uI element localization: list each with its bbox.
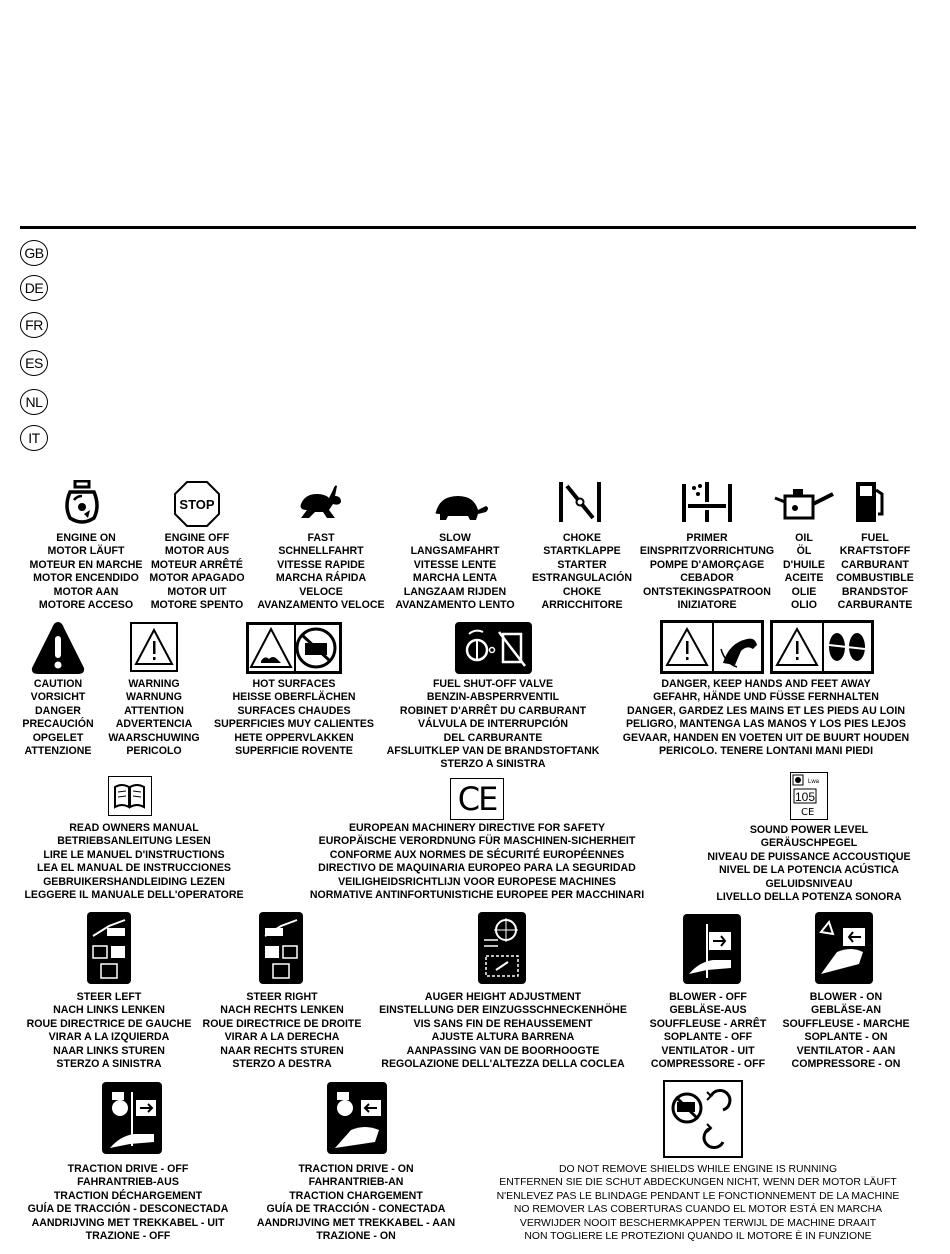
caption-line: OLIE bbox=[791, 585, 817, 598]
caption-line: WARNING bbox=[128, 678, 180, 690]
caption-line: CEBADOR bbox=[680, 572, 734, 585]
caption-line: STARTKLAPPE bbox=[543, 545, 621, 558]
fuel-pump-icon bbox=[852, 480, 888, 524]
caption-line: SOUFFLEUSE - MARCHE bbox=[782, 1017, 910, 1030]
caption-line: D'HUILE bbox=[783, 558, 825, 571]
caption-line: PELIGRO, MANTENGA LAS MANOS Y LOS PIES LEJOS bbox=[625, 718, 906, 731]
caption-line: STEER RIGHT bbox=[246, 991, 318, 1003]
primer-icon bbox=[680, 480, 734, 524]
caption-line: VIS SANS FIN DE REHAUSSEMENT bbox=[413, 1017, 593, 1030]
caption-line: NIVEL DE LA POTENCIA ACÚSTICA bbox=[719, 864, 899, 877]
caption-line: SUPERFICIE ROVENTE bbox=[235, 745, 353, 758]
caption-line: HOT SURFACES bbox=[252, 678, 336, 690]
caption-line: HEISSE OBERFLÄCHEN bbox=[232, 691, 356, 704]
caption-line: AANDRIJVING MET TREKKABEL - UIT bbox=[31, 1216, 225, 1229]
blower-on-caption bbox=[782, 991, 909, 1071]
caption-line: LANGSAMFAHRT bbox=[410, 545, 500, 558]
open-book-icon bbox=[109, 777, 150, 814]
caption-line: BLOWER - ON bbox=[809, 991, 883, 1003]
caption-line: CONFORME AUX NORMES DE SÉCURITÉ EUROPÉENNES bbox=[329, 848, 625, 861]
caption-line: VERWIJDER NOOIT BESCHERMKAPPEN TERWIJL DE MACHINE DRAAIT bbox=[519, 1217, 877, 1229]
caption-line: MOTORE ACCESO bbox=[38, 599, 134, 612]
steer-left-caption bbox=[27, 991, 192, 1071]
caption-line: LEGGERE IL MANUALE DELL'OPERATORE bbox=[24, 889, 244, 902]
caption-line: NON TOGLIERE LE PROTEZIONI QUANDO IL MOTORE È IN FUNZIONE bbox=[524, 1231, 872, 1243]
caption-line: TRACTION CHARGEMENT bbox=[289, 1189, 423, 1202]
fuel-valve-icon bbox=[455, 622, 532, 674]
caption-line: OPGELET bbox=[32, 731, 84, 744]
caption-line: DE bbox=[24, 280, 44, 296]
caption-line: SLOW bbox=[439, 532, 471, 544]
hand-danger-icon bbox=[663, 623, 761, 671]
caption-line: AANPASSING VAN DE BOORHOOGTE bbox=[406, 1044, 600, 1057]
caption-line: SOUFFLEUSE - ARRÊT bbox=[649, 1017, 767, 1030]
caption-line: NIVEAU DE PUISSANCE ACCOUSTIQUE bbox=[707, 850, 911, 863]
caption-line: ADVERTENCIA bbox=[115, 718, 193, 731]
caption-line: SOPLANTE - OFF bbox=[663, 1031, 753, 1044]
caption-line: VORSICHT bbox=[30, 691, 86, 704]
caption-line: ROUE DIRECTRICE DE DROITE bbox=[202, 1017, 362, 1030]
fast-caption bbox=[257, 532, 384, 612]
caption-line: N'ENLEVEZ PAS LE BLINDAGE PENDANT LE FONCTIONNEMENT DE LA MACHINE bbox=[496, 1190, 900, 1202]
caption-line: ENGINE OFF bbox=[164, 532, 230, 544]
caption-line: DANGER bbox=[35, 704, 81, 717]
caption-line: VELOCE bbox=[299, 585, 343, 598]
choke-icon bbox=[555, 480, 605, 524]
caption-line: GEBRUIKERSHANDLEIDING LEZEN bbox=[43, 875, 225, 888]
caption-line: VIRAR A LA IZQUIERDA bbox=[48, 1031, 170, 1044]
caption-line: GERÄUSCHPEGEL bbox=[760, 837, 858, 850]
caption-line: PERICOLO bbox=[126, 745, 182, 758]
caption-line: FUEL SHUT-OFF VALVE bbox=[432, 678, 554, 690]
caption-line: ROBINET D'ARRÊT DU CARBURANT bbox=[399, 704, 587, 717]
oil-caption bbox=[783, 532, 825, 612]
caption-line: GUÍA DE TRACCIÓN - CONECTADA bbox=[266, 1203, 446, 1216]
caption-line: FAHRANTRIEB-AN bbox=[308, 1176, 404, 1189]
caption-line: STOP bbox=[179, 497, 215, 512]
caption-line: EINSPRITZVORRICHTUNG bbox=[639, 545, 775, 558]
hot-surfaces-caption bbox=[214, 678, 374, 758]
caption-line: CE bbox=[457, 780, 497, 818]
caption-line: COMBUSTIBLE bbox=[836, 572, 914, 585]
caption-line: DANGER, GARDEZ LES MAINS ET LES PIEDS AU LOIN bbox=[626, 704, 906, 717]
caption-line: AFSLUITKLEP VAN DE BRANDSTOFTANK bbox=[386, 745, 600, 758]
caption-line: Lwa bbox=[808, 779, 820, 785]
foot-danger-icon bbox=[773, 623, 871, 671]
caption-line: STEER LEFT bbox=[76, 991, 142, 1003]
caption-line: EUROPÄISCHE VERORDNUNG FÜR MASCHINEN-SICHERHEIT bbox=[318, 835, 636, 848]
caption-line: DIRECTIVO DE MAQUINARIA EUROPEO PARA LA SEGURIDAD bbox=[318, 862, 636, 875]
sound-level-icon bbox=[791, 773, 826, 818]
caption-line: LIRE LE MANUEL D'INSTRUCTIONS bbox=[43, 848, 225, 861]
blower-off-caption bbox=[650, 991, 767, 1071]
caption-line: SOPLANTE - ON bbox=[804, 1031, 888, 1044]
caption-line: MOTOR UIT bbox=[167, 585, 227, 598]
caution-icon bbox=[30, 620, 86, 676]
caption-line: NL bbox=[25, 394, 43, 410]
caption-line: GB bbox=[24, 245, 44, 261]
caption-line: NAAR LINKS STUREN bbox=[53, 1044, 165, 1057]
slow-caption bbox=[395, 532, 514, 612]
caption-line: GEBLÄSE-AUS bbox=[669, 1004, 747, 1017]
traction-on-sign bbox=[327, 1082, 387, 1154]
caption-line: GEFAHR, HÄNDE UND FÜSSE FERNHALTEN bbox=[653, 691, 879, 704]
sound-caption bbox=[707, 824, 910, 904]
caption-line: ÖL bbox=[796, 545, 812, 558]
caption-line: BRANDSTOF bbox=[841, 585, 909, 598]
caption-line: OLIO bbox=[791, 599, 817, 612]
caption-line: BLOWER - OFF bbox=[669, 991, 747, 1003]
caption-line: INIZIATORE bbox=[677, 599, 737, 612]
caption-line: AJUSTE ALTURA BARRENA bbox=[431, 1031, 575, 1044]
caption-line: TRAZIONE - OFF bbox=[85, 1230, 171, 1243]
oil-can-icon bbox=[773, 486, 835, 522]
caption-line: EINSTELLUNG DER EINZUGSSCHNECKENHÖHE bbox=[379, 1004, 627, 1017]
caption-line: CARBURANTE bbox=[837, 599, 913, 612]
traction-off-sign bbox=[102, 1082, 162, 1154]
lang-badge-es bbox=[20, 350, 48, 376]
caption-line: COMPRESSORE - ON bbox=[791, 1058, 901, 1071]
caption-line: MOTORE SPENTO bbox=[150, 599, 244, 612]
caption-line: ACEITE bbox=[784, 572, 824, 585]
caption-line: STERZO A DESTRA bbox=[232, 1058, 332, 1071]
caption-line: COMPRESSORE - OFF bbox=[650, 1058, 766, 1071]
caption-line: VENTILATOR - UIT bbox=[661, 1044, 755, 1057]
caption-line: MOTOR LÄUFT bbox=[47, 545, 125, 558]
caption-line: DO NOT REMOVE SHIELDS WHILE ENGINE IS RUNNING bbox=[558, 1164, 838, 1175]
caption-line: ATTENTION bbox=[124, 704, 184, 717]
caption-line: KRAFTSTOFF bbox=[839, 545, 911, 558]
caption-line: HETE OPPERVLAKKEN bbox=[234, 731, 354, 744]
caption-line: VÁLVULA DE INTERRUPCIÓN bbox=[417, 718, 569, 731]
lang-badge-gb bbox=[20, 240, 48, 266]
blower-on-sign bbox=[815, 912, 873, 984]
warning-triangle-icon bbox=[132, 624, 176, 670]
caption-line: PRIMER bbox=[686, 532, 728, 544]
caption-line: VEILIGHEIDSRICHTLIJN VOOR EUROPESE MACHINES bbox=[338, 875, 616, 888]
primer-caption bbox=[640, 532, 774, 612]
hot-surfaces-sign bbox=[246, 622, 342, 674]
caption-line: LANGZAAM RIJDEN bbox=[403, 585, 507, 598]
caption-line: AVANZAMENTO LENTO bbox=[395, 599, 515, 612]
caption-line: BETRIEBSANLEITUNG LESEN bbox=[57, 835, 211, 848]
caption-line: GEVAAR, HANDEN EN VOETEN UIT DE BUURT HOUDEN bbox=[622, 731, 910, 744]
fuel-valve-sign bbox=[455, 622, 532, 674]
caption-line: READ OWNERS MANUAL bbox=[69, 822, 199, 834]
danger-hands-sign bbox=[660, 620, 764, 674]
lang-badge-it bbox=[20, 425, 48, 451]
warning-sign-frame bbox=[130, 622, 178, 672]
caption-line: MARCHA RÁPIDA bbox=[275, 572, 367, 585]
header-rule bbox=[20, 226, 916, 229]
caption-line: DEL CARBURANTE bbox=[443, 731, 543, 744]
caption-line: MOTEUR EN MARCHE bbox=[29, 558, 143, 571]
caption-line: WAARSCHUWING bbox=[108, 731, 200, 744]
caption-line: EUROPEAN MACHINERY DIRECTIVE FOR SAFETY bbox=[348, 822, 606, 834]
engine-off-caption bbox=[149, 532, 244, 612]
caption-line: MOTOR APAGADO bbox=[149, 572, 245, 585]
caption-line: ES bbox=[25, 355, 43, 371]
caption-line: SCHNELLFAHRT bbox=[278, 545, 364, 558]
caption-line: DANGER, KEEP HANDS AND FEET AWAY bbox=[661, 678, 871, 690]
steer-left-icon bbox=[87, 912, 131, 984]
caption-line: LIVELLO DELLA POTENZA SONORA bbox=[716, 891, 902, 904]
caption-line: TRACTION DRIVE - OFF bbox=[67, 1163, 189, 1175]
caption-line: GEBLÄSE-AN bbox=[810, 1004, 882, 1017]
caption-line: AANDRIJVING MET TREKKABEL - AAN bbox=[256, 1216, 456, 1229]
caption-line: PRECAUCIÓN bbox=[22, 718, 94, 731]
caption-line: WARNUNG bbox=[126, 691, 182, 704]
caption-line: MOTOR ENCENDIDO bbox=[33, 572, 139, 585]
caption-line: VITESSE LENTE bbox=[413, 558, 497, 571]
caption-line: ROUE DIRECTRICE DE GAUCHE bbox=[26, 1017, 192, 1030]
caption-line: CARBURANT bbox=[841, 558, 909, 571]
caption-line: BENZIN-ABSPERRVENTIL bbox=[426, 691, 560, 704]
choke-caption bbox=[532, 532, 632, 612]
caption-line: FAHRANTRIEB-AUS bbox=[77, 1176, 179, 1189]
caption-line: TRACTION DÉCHARGEMENT bbox=[53, 1189, 203, 1202]
caption-line: 105 bbox=[795, 790, 816, 804]
caption-line: ENTFERNEN SIE DIE SCHUT ABDECKUNGEN NICHT, WENN DER MOTOR LÄUFT bbox=[499, 1177, 897, 1189]
caption-line: NO REMOVER LAS COBERTURAS CUANDO EL MOTOR ESTÁ EN MARCHA bbox=[513, 1204, 883, 1216]
caption-line: MARCHA LENTA bbox=[412, 572, 498, 585]
lang-badge-fr bbox=[20, 312, 48, 338]
caption-line: ARRICCHITORE bbox=[541, 599, 623, 612]
shields-sign bbox=[663, 1080, 743, 1158]
caption-line: STERZO A SINISTRA bbox=[56, 1058, 162, 1071]
caption-line: CE bbox=[801, 807, 815, 818]
lang-badge-de bbox=[20, 275, 48, 301]
steer-right-icon bbox=[259, 912, 303, 984]
caption-line: ESTRANGULACIÓN bbox=[531, 572, 633, 585]
caption-line: SUPERFICIES MUY CALIENTES bbox=[214, 718, 374, 731]
auger-height-sign bbox=[478, 912, 526, 984]
shields-caption bbox=[497, 1163, 900, 1243]
traction-off-icon bbox=[102, 1082, 162, 1154]
blower-off-sign bbox=[683, 914, 741, 984]
caption-line: CAUTION bbox=[33, 678, 83, 690]
caption-line: STARTER bbox=[557, 558, 607, 571]
auger-caption bbox=[379, 991, 627, 1071]
steer-right-caption bbox=[203, 991, 362, 1071]
stop-sign-icon bbox=[173, 480, 221, 528]
caption-line: NACH LINKS LENKEN bbox=[53, 1004, 165, 1017]
fuel-caption bbox=[836, 532, 914, 612]
caption-line: PERICOLO. TENERE LONTANI MANI PIEDI bbox=[658, 745, 874, 758]
lang-badge-nl bbox=[20, 389, 48, 415]
shields-icon bbox=[665, 1082, 741, 1156]
caption-line: AVANZAMENTO VELOCE bbox=[257, 599, 385, 612]
ce-caption bbox=[310, 822, 644, 902]
caution-caption bbox=[22, 678, 93, 758]
caption-line: STERZO A SINISTRA bbox=[440, 758, 546, 771]
engine-on-caption bbox=[30, 532, 143, 612]
caption-line: IT bbox=[28, 430, 40, 446]
engine-on-icon bbox=[60, 480, 106, 526]
caption-line: OIL bbox=[795, 532, 813, 544]
caption-line: NACH RECHTS LENKEN bbox=[220, 1004, 344, 1017]
caption-line: ATTENZIONE bbox=[24, 745, 92, 758]
caption-line: TRAZIONE - ON bbox=[316, 1230, 396, 1243]
caption-line: POMPE D'AMORÇAGE bbox=[649, 558, 765, 571]
caption-line: ENGINE ON bbox=[56, 532, 116, 544]
turtle-icon bbox=[430, 490, 490, 522]
caption-line: CHOKE bbox=[562, 532, 602, 544]
caption-line: NAAR RECHTS STUREN bbox=[220, 1044, 344, 1057]
fuel-valve-caption bbox=[387, 678, 600, 772]
warning-caption bbox=[108, 678, 199, 758]
caption-line: CHOKE bbox=[562, 585, 602, 598]
caption-line: MOTEUR ARRÊTÉ bbox=[150, 558, 243, 571]
danger-feet-sign bbox=[770, 620, 874, 674]
caption-line: GUÍA DE TRACCIÓN - DESCONECTADA bbox=[27, 1203, 229, 1216]
danger-hands-caption bbox=[623, 678, 909, 758]
caption-line: MOTOR AAN bbox=[53, 585, 119, 598]
caption-line: SOUND POWER LEVEL bbox=[749, 824, 869, 836]
caption-line: REGOLAZIONE DELL'ALTEZZA DELLA COCLEA bbox=[381, 1058, 625, 1071]
steer-left-sign bbox=[87, 912, 131, 984]
steer-right-sign bbox=[259, 912, 303, 984]
caption-line: ONTSTEKINGSPATROON bbox=[643, 585, 771, 598]
sound-level-sign bbox=[790, 772, 828, 820]
caption-line: LEA EL MANUAL DE INSTRUCCIONES bbox=[36, 862, 232, 875]
caption-line: FR bbox=[25, 317, 43, 333]
caption-line: VIRAR A LA DERECHA bbox=[224, 1031, 340, 1044]
caption-line: VENTILATOR - AAN bbox=[796, 1044, 896, 1057]
caption-line: FAST bbox=[307, 532, 335, 544]
manual-caption bbox=[24, 822, 243, 902]
blower-on-icon bbox=[815, 912, 873, 984]
caption-line: AUGER HEIGHT ADJUSTMENT bbox=[424, 991, 582, 1003]
manual-sign bbox=[108, 776, 152, 816]
rabbit-icon bbox=[295, 482, 343, 522]
caption-line: NORMATIVE ANTINFORTUNISTICHE EUROPEE PER MACCHINARI bbox=[309, 889, 645, 902]
ce-mark bbox=[450, 778, 504, 820]
blower-off-icon bbox=[683, 914, 741, 984]
caption-line: VITESSE RAPIDE bbox=[277, 558, 365, 571]
caption-line: TRACTION DRIVE - ON bbox=[298, 1163, 414, 1175]
traction-on-caption bbox=[257, 1163, 455, 1243]
caption-line: SURFACES CHAUDES bbox=[237, 704, 351, 717]
traction-off-caption bbox=[28, 1163, 229, 1243]
caption-line: FUEL bbox=[861, 532, 889, 544]
traction-on-icon bbox=[327, 1082, 387, 1154]
hot-surface-icon bbox=[249, 625, 339, 671]
caption-line: MOTOR AUS bbox=[164, 545, 230, 558]
auger-height-icon bbox=[478, 912, 526, 984]
caption-line: GELUIDSNIVEAU bbox=[765, 877, 853, 890]
